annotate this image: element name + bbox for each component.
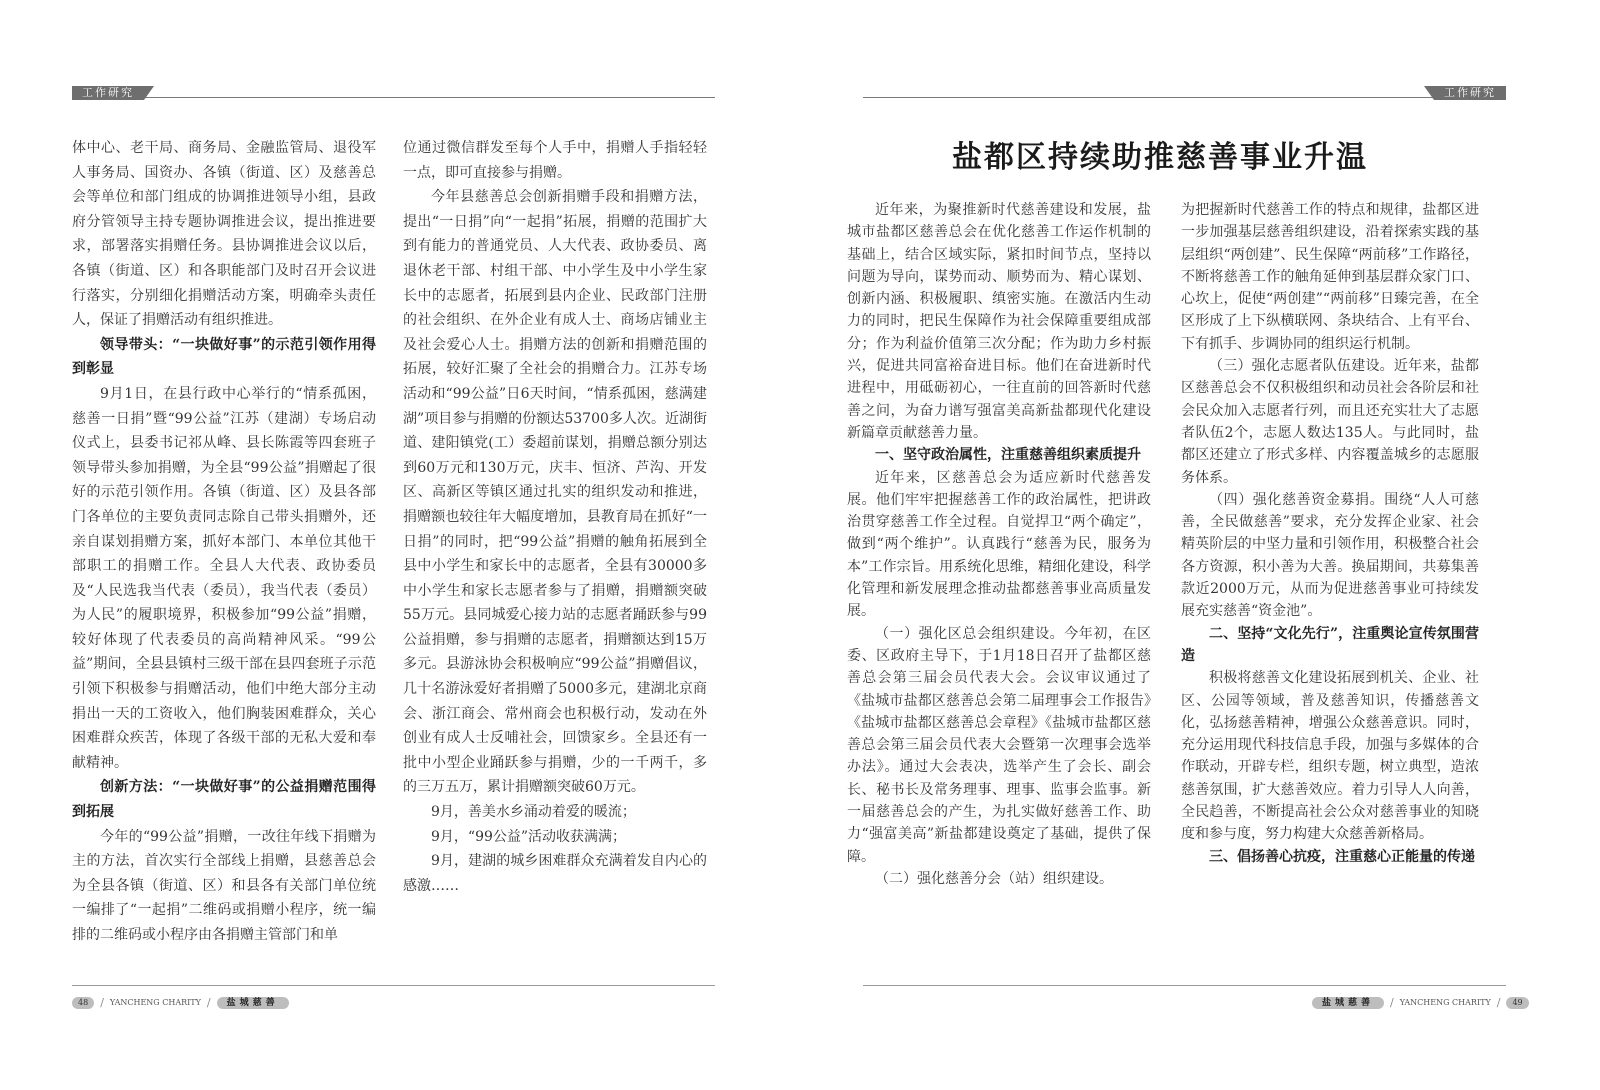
right-column-2 — [1181, 199, 1479, 868]
left-column-2 — [403, 136, 707, 898]
footer-brand: 盐城慈善 — [217, 997, 289, 1009]
paragraph: 9月，善美水乡涌动着爱的暖流； — [431, 804, 636, 821]
paragraph: 9月，建湖的城乡困难群众充满着发自内心的感激…… — [403, 853, 707, 894]
section-tab: 工作研究 — [72, 86, 144, 100]
paragraph: 位通过微信群发至每个人手中，捐赠人手指轻轻一点，即可直接参与捐赠。 — [403, 140, 707, 181]
footer — [72, 996, 289, 1010]
section-heading: 领导带头：“一块做好事”的示范引领作用得到彰显 — [72, 336, 376, 378]
paragraph: （三）强化志愿者队伍建设。近年来，盐都区慈善总会不仅积极组织和动员社会各阶层和社会民众加入志愿者行列，而且还充实壮大了志愿者队伍2个，志愿人数达135人。与此同时，盐都区还建立了形式多样、内容覆盖城乡的志愿服务体系。 — [1181, 358, 1479, 486]
header-rule — [863, 97, 1506, 98]
header-rule — [72, 97, 715, 98]
section-tab: 工作研究 — [1434, 86, 1506, 100]
section-heading: 创新方法：“一块做好事”的公益捐赠范围得到拓展 — [72, 779, 376, 821]
footer-rule — [72, 985, 715, 986]
divider-slash: / — [1496, 996, 1501, 1009]
footer — [1312, 996, 1529, 1010]
right-column-1 — [847, 199, 1151, 890]
paragraph: 近年来，区慈善总会为适应新时代慈善发展。他们牢牢把握慈善工作的政治属性，把讲政治贯穿慈善工作全过程。自觉捍卫“两个确定”，做到“两个维护”。认真践行“慈善为民，服务为本”工作宗旨。用系统化思维，精细化建设，科学化管理和新发展理念推动盐都慈善事业高质量发展。 — [847, 469, 1151, 620]
paragraph: 为把握新时代慈善工作的特点和规律，盐都区进一步加强基层慈善组织建设，沿着探索实践的基层组织“两创建”、民生保障“两前移”工作路径，不断将慈善工作的触角延伸到基层群众家门口、心坎上，促使“两创建”“两前移”日臻完善，在全区形成了上下纵横联网、条块结合、上有平台、下有抓手、步调协同的组织运行机制。 — [1181, 202, 1479, 352]
section-heading: 一、坚守政治属性，注重慈善组织素质提升 — [875, 447, 1141, 464]
paragraph: （四）强化慈善资金募捐。围绕“人人可慈善，全民做慈善”要求，充分发挥企业家、社会精英阶层的中坚力量和引领作用，积极整合社会各方资源，积小善为大善。换届期间，共募集善款近2000万元，从而为促进慈善事业可持续发展充实慈善“资金池”。 — [1181, 491, 1479, 620]
footer-english: YANCHENG CHARITY — [109, 998, 201, 1007]
paragraph: 积极将慈善文化建设拓展到机关、企业、社区、公园等领域，普及慈善知识，传播慈善文化，弘扬慈善精神，增强公众慈善意识。同时，充分运用现代科技信息手段，加强与多媒体的合作联动，开辟专栏，组织专题，树立典型，造浓慈善氛围，扩大慈善效应。着力引导人人向善，全民趋善，不断提高社会公众对慈善事业的知晓度和参与度，努力构建大众慈善新格局。 — [1181, 670, 1479, 843]
divider-slash: / — [1390, 996, 1394, 1009]
paragraph: 9月，“99公益”活动收获满满； — [431, 828, 627, 845]
paragraph: 今年县慈善总会创新捐赠手段和捐赠方法，提出“一日捐”向“一起捐”拓展，捐赠的范围扩大到有能力的普通党员、人大代表、政协委员、离退休老干部、村组干部、中小学生及中小学生家长中的志愿者，拓展到县内企业、民政部门注册的社会组织、在外企业有成人士、商场店铺业主及社会爱心人士。捐赠方法的创新和捐赠范围的拓展，较好汇聚了全社会的捐赠合力。江苏专场活动和“99公益”日6天时间，“情系孤困，慈满建湖”项目参与捐赠的份额达53700多人次。近湖街道、建阳镇党(工）委超前谋划，捐赠总额分别达到60万元和130万元，庆丰、恒济、芦沟、开发区、高新区等镇区通过扎实的组织发动和推进，捐赠额也较往年大幅度增加，县教育局在抓好“一日捐”的同时，把“99公益”捐赠的触角拓展到全县中小学生和家长中的志愿者，全县有30000多中小学生和家长志愿者参与了捐赠，捐赠额突破55万元。县同城爱心接力站的志愿者踊跃参与99公益捐赠，参与捐赠的志愿者，捐赠额达到15万多元。县游泳协会积极响应“99公益”捐赠倡议，几十名游泳爱好者捐赠了5000多元，建湖北京商会、浙江商会、常州商会也积极行动，发动在外创业有成人士反哺社会，回馈家乡。全县还有一批中小型企业踊跃参与捐赠，少的一千两千，多的三万五万，累计捐赠额突破60万元。 — [403, 189, 707, 796]
footer-english: YANCHENG CHARITY — [1399, 998, 1491, 1007]
page-number: 49 — [1506, 997, 1528, 1009]
right-page — [800, 0, 1600, 1090]
paragraph: 今年的“99公益”捐赠，一改往年线下捐赠为主的方法，首次实行全部线上捐赠，县慈善总会为全县各镇（街道、区）和县各有关部门单位统一编排了“一起捐”二维码或捐赠小程序，统一编排的二维码或小程序由各捐赠主管部门和单 — [72, 828, 376, 943]
paragraph: 体中心、老干局、商务局、金融监管局、退役军人事务局、国资办、各镇（街道、区）及慈善总会等单位和部门组成的协调推进领导小组，县政府分管领导主持专题协调推进会议，提出推进要求，部署落实捐赠任务。县协调推进会议以后，各镇（街道、区）和各职能部门及时召开会议进行落实，分别细化捐赠活动方案，明确牵头责任人，保证了捐赠活动有组织推进。 — [72, 140, 376, 329]
paragraph: （二）强化慈善分会（站）组织建设。 — [875, 870, 1113, 887]
footer-brand: 盐城慈善 — [1312, 997, 1384, 1009]
divider-slash: / — [100, 996, 104, 1009]
page-number: 48 — [72, 997, 94, 1009]
section-heading: 二、坚持“文化先行”，注重舆论宣传氛围营造 — [1181, 625, 1479, 664]
left-column-1 — [72, 136, 376, 948]
section-heading: 三、倡扬善心抗疫，注重慈心正能量的传递 — [1209, 848, 1475, 865]
paragraph: 9月1日，在县行政中心举行的“情系孤困，慈善一日捐”暨“99公益”江苏（建湖）专场启动仪式上，县委书记祁从峰、县长陈霞等四套班子领导带头参加捐赠，为全县“99公益”捐赠起了很好的示范引领作用。各镇（街道、区）及县各部门各单位的主要负责同志除自己带头捐赠外，还亲自谋划捐赠方案，抓好本部门、本单位其他干部职工的捐赠工作。全县人大代表、政协委员及“人民选我当代表（委员），我当代表（委员）为人民”的履职境界，积极参加“99公益”捐赠，较好体现了代表委员的高尚精神风采。“99公益”期间，全县县镇村三级干部在县四套班子示范引领下积极参与捐赠活动，他们中绝大部分主动捐出一天的工资收入，他们胸装困难群众，关心困难群众疾苦，体现了各级干部的无私大爱和奉献精神。 — [72, 385, 376, 771]
article-title: 盐都区持续助推慈善事业升温 — [952, 140, 1368, 175]
paragraph: （一）强化区总会组织建设。今年初，在区委、区政府主导下，于1月18日召开了盐都区慈善总会第三届会员代表大会。会议审议通过了《盐城市盐都区慈善总会第二届理事会工作报告》《盐城市盐都区慈善总会章程》《盐城市盐都区慈善总会第三届会员代表大会暨第一次理事会选举办法》。通过大会表决，选举产生了会长、副会长、秘书长及常务理事、理事、监事会监事。新一届慈善总会的产生，为扎实做好慈善工作、助力“强富美高”新盐都建设奠定了基础，提供了保障。 — [847, 625, 1151, 865]
divider-slash: / — [206, 996, 211, 1009]
paragraph: 近年来，为聚推新时代慈善建设和发展，盐城市盐都区慈善总会在优化慈善工作运作机制的基础上，结合区域实际，紧扣时间节点，坚持以问题为导向，谋势而动、顺势而为、精心谋划、创新内涵、积极履职、缜密实施。在激活内生动力的同时，把民生保障作为社会保障重要组成部分；作为利益价值第三次分配；作为助力乡村振兴，促进共同富裕奋进目标。他们在奋进新时代进程中，用砥砺初心，一往直前的回答新时代慈善之问，为奋力谱写强富美高新盐都现代化建设新篇章贡献慈善力量。 — [847, 202, 1151, 441]
footer-rule — [863, 985, 1506, 986]
